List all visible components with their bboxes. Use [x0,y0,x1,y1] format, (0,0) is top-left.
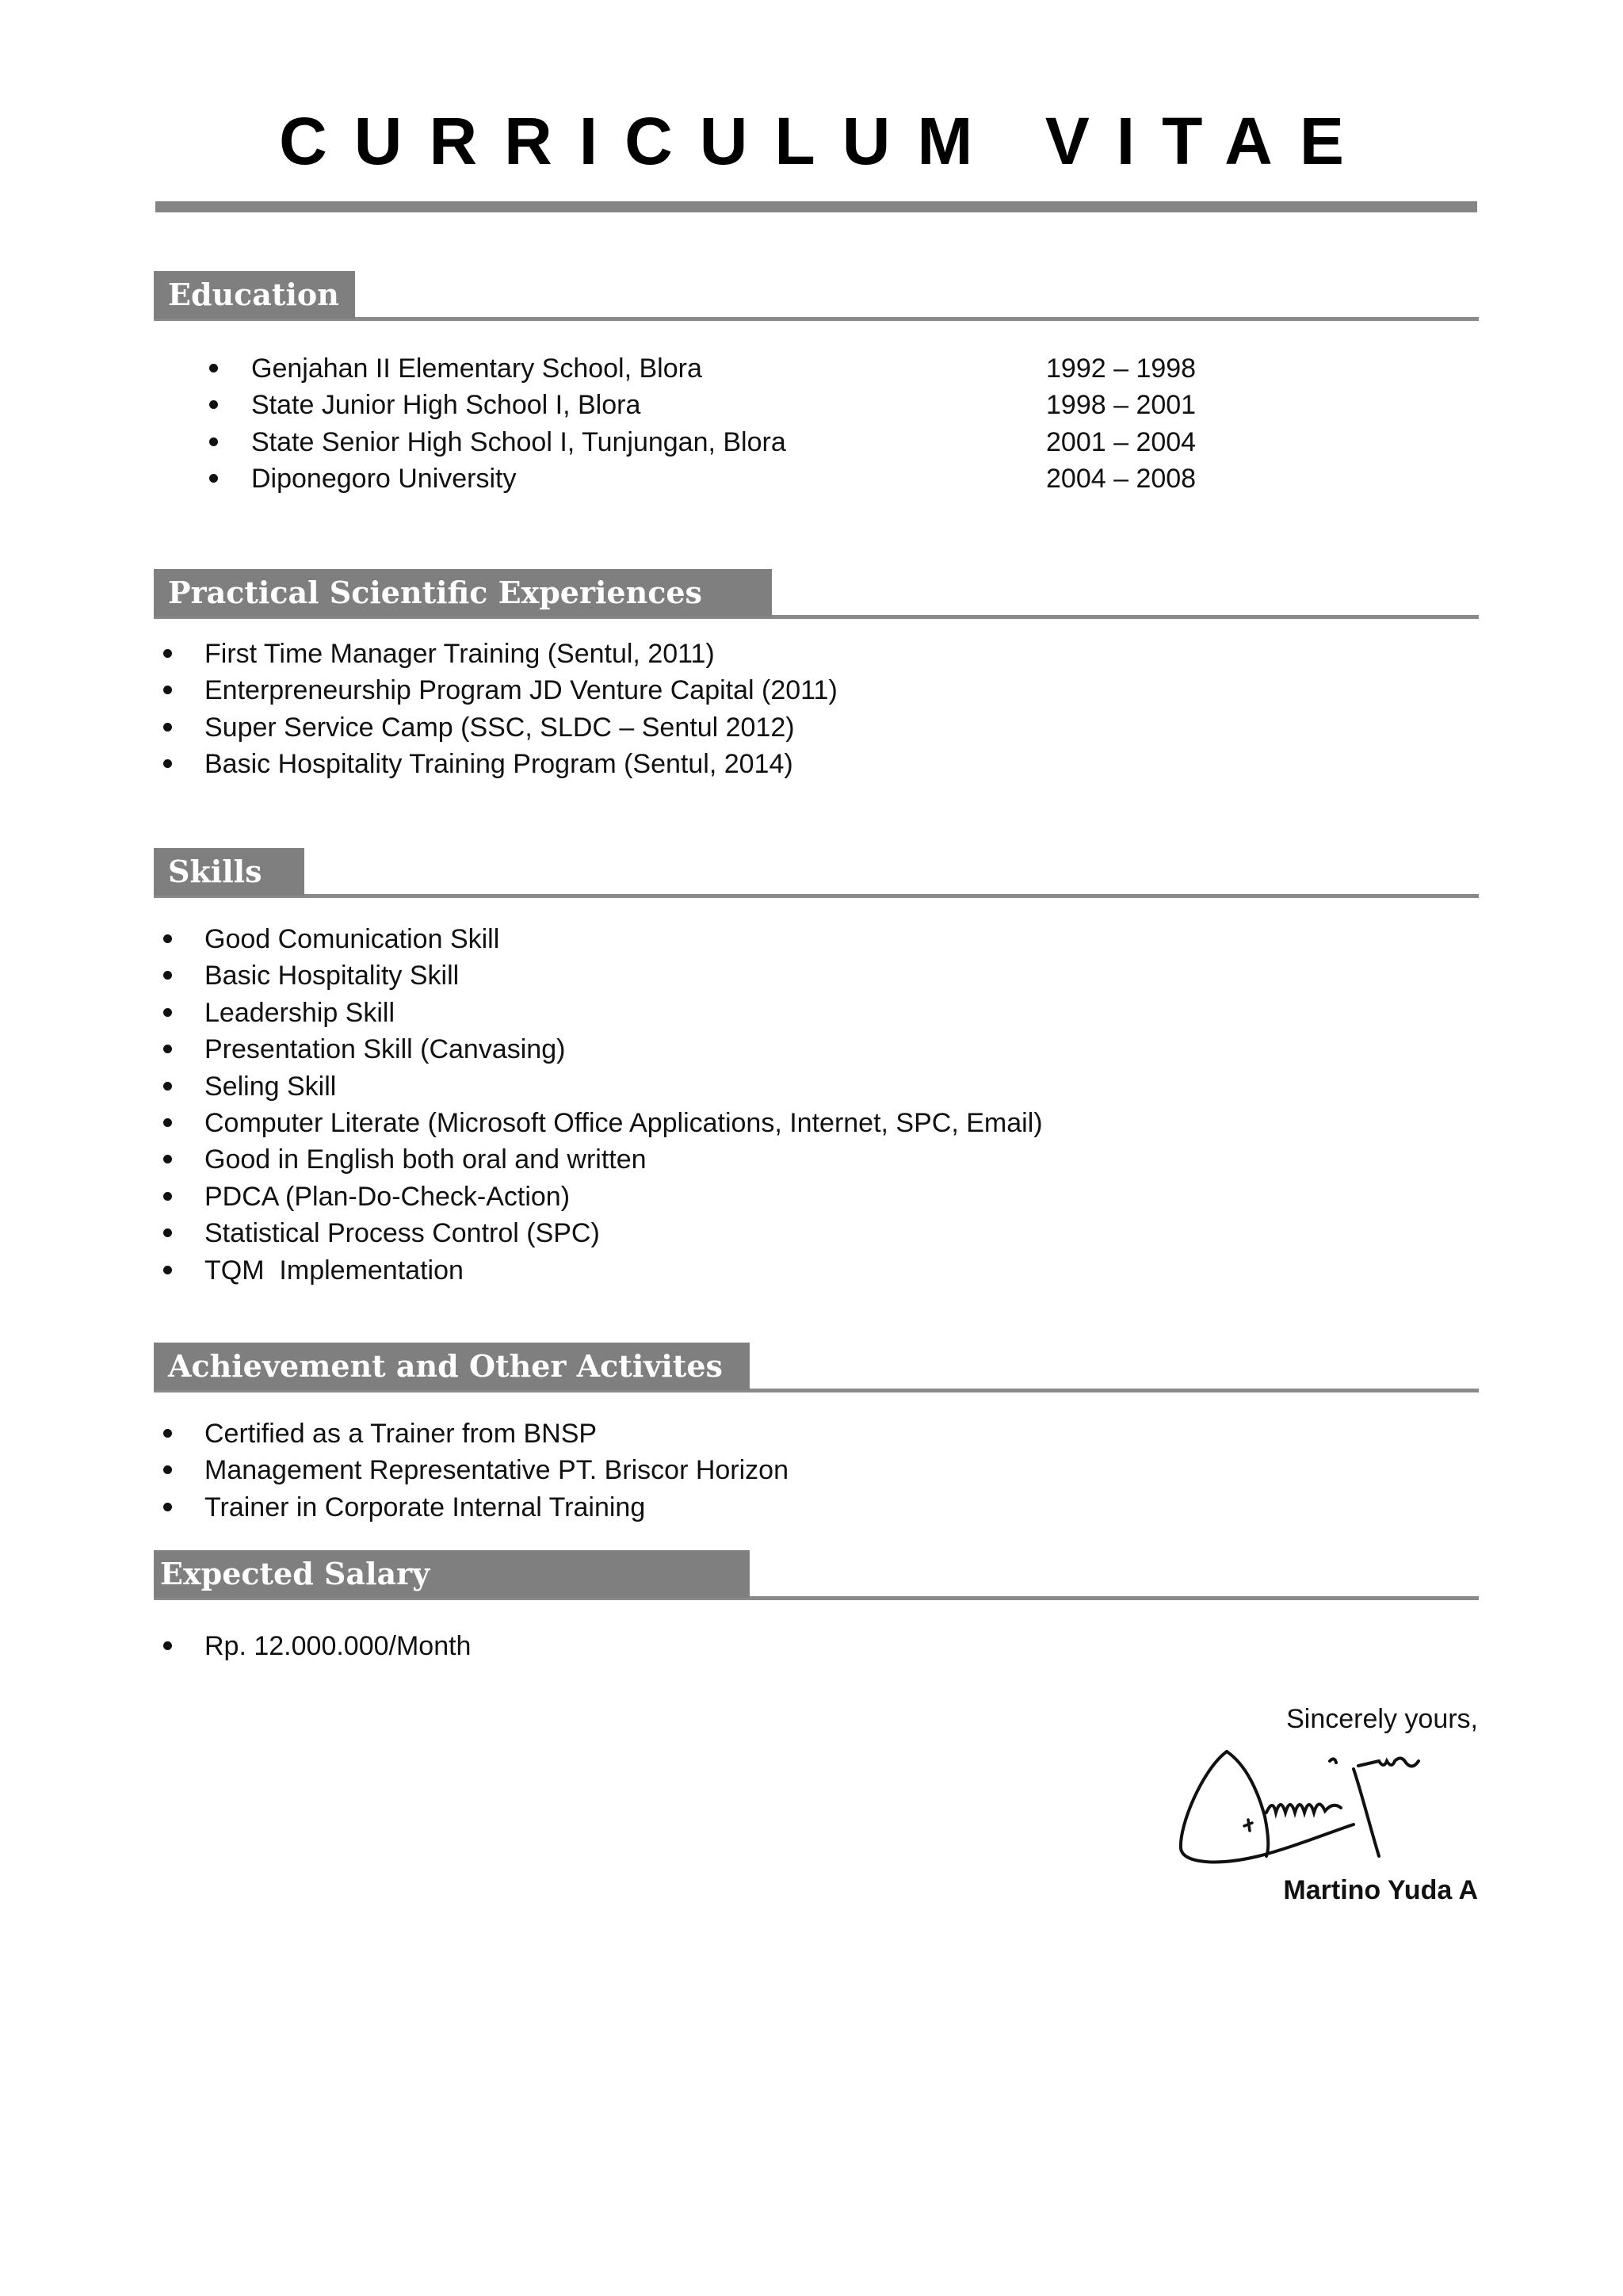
bullet-icon [163,934,172,943]
item-text: Rp. 12.000.000/Month [204,1631,472,1661]
bullet-icon [163,1118,172,1127]
list-item [154,957,1043,994]
skills-section [154,848,1479,1286]
section-heading: Education [154,271,355,319]
bullet-icon [163,1641,172,1650]
list-item [154,387,1479,423]
item-text: Management Representative PT. Briscor Horizon [204,1455,789,1486]
bullet-icon [163,686,172,694]
closing-sincerely: Sincerely yours, [1286,1704,1478,1734]
list-item [154,1179,1043,1215]
bullet-icon [163,1429,172,1438]
achievements-section [154,1343,1479,1522]
item-text: Trainer in Corporate Internal Training [204,1492,646,1522]
achievements-list [154,1415,789,1526]
education-list [154,350,1479,498]
item-text: Statistical Process Control (SPC) [204,1218,600,1249]
school-years: 2001 – 2004 [1046,426,1197,457]
list-item [154,1415,789,1452]
item-text: Good Comunication Skill [204,924,500,954]
bullet-icon [163,1465,172,1474]
bullet-icon [163,1503,172,1511]
bullet-icon [163,723,172,732]
bullet-icon [163,649,172,658]
list-item [154,1068,1043,1105]
list-item [154,746,838,782]
bullet-icon [209,474,218,483]
list-item [154,921,1043,957]
item-text: Computer Literate (Microsoft Office Applications, Internet, SPC, Email) [204,1108,1043,1139]
signature-image [1171,1737,1472,1888]
school-years: 1998 – 2001 [1046,390,1197,421]
bullet-icon [163,1082,172,1091]
list-item [154,1105,1043,1141]
item-text: Certified as a Trainer from BNSP [204,1419,598,1449]
list-item [154,1141,1043,1178]
section-heading: Achievement and Other Activites [154,1343,750,1390]
item-text: PDCA (Plan-Do-Check-Action) [204,1181,571,1212]
bullet-icon [209,437,218,446]
bullet-icon [163,1266,172,1274]
list-item [154,460,1479,497]
bullet-icon [163,1192,172,1201]
item-text: Leadership Skill [204,997,395,1028]
list-item [154,1215,1043,1251]
education-section [154,271,1479,495]
list-item [154,1628,471,1664]
title-divider [155,201,1477,212]
salary-list [154,1628,471,1664]
school-years: 1992 – 1998 [1046,353,1197,384]
item-text: Presentation Skill (Canvasing) [204,1034,566,1065]
list-item [154,995,1043,1031]
section-heading: Skills [154,848,304,896]
bullet-icon [209,400,218,409]
item-text: First Time Manager Training (Sentul, 2011) [204,639,715,669]
item-text: Super Service Camp (SSC, SLDC – Sentul 2012) [204,712,795,743]
school-name: State Senior High School I, Tunjungan, Blora [251,426,786,457]
item-text: Basic Hospitality Skill [204,961,460,991]
list-item [154,636,838,672]
salary-header [154,1550,1479,1601]
bullet-icon [209,364,218,372]
skills-list [154,921,1043,1289]
skills-header [154,848,1479,899]
page-title: CURRICULUM VITAE [279,104,1371,178]
section-heading: Expected Salary [154,1550,750,1598]
section-divider [154,894,1479,898]
list-item [154,1252,1043,1289]
list-item [154,350,1479,387]
experiences-header [154,569,1479,620]
item-text: Basic Hospitality Training Program (Sentul, 2014) [204,749,793,780]
bullet-icon [163,1008,172,1017]
item-text: Good in English both oral and written [204,1144,647,1175]
salary-section [154,1550,1479,1661]
bullet-icon [163,1228,172,1237]
list-item [154,1489,789,1526]
list-item [154,1031,1043,1068]
list-item [154,424,1479,460]
bullet-icon [163,1155,172,1163]
list-item [154,709,838,746]
item-text: TQM Implementation [204,1255,464,1286]
bullet-icon [163,759,172,768]
experiences-section [154,569,1479,780]
experiences-list [154,636,838,783]
school-name: Diponegoro University [251,464,517,495]
school-name: Genjahan II Elementary School, Blora [251,353,702,384]
item-text: Enterpreneurship Program JD Venture Capital (2011) [204,675,838,706]
signer-name: Martino Yuda A [1283,1875,1478,1905]
education-header [154,271,1479,322]
school-years: 2004 – 2008 [1046,464,1197,495]
item-text: Seling Skill [204,1071,337,1102]
bullet-icon [163,1045,172,1053]
school-name: State Junior High School I, Blora [251,390,641,421]
bullet-icon [163,971,172,980]
list-item [154,672,838,709]
list-item [154,1452,789,1488]
section-heading: Practical Scientific Experiences [154,569,772,617]
achievements-header [154,1343,1479,1393]
